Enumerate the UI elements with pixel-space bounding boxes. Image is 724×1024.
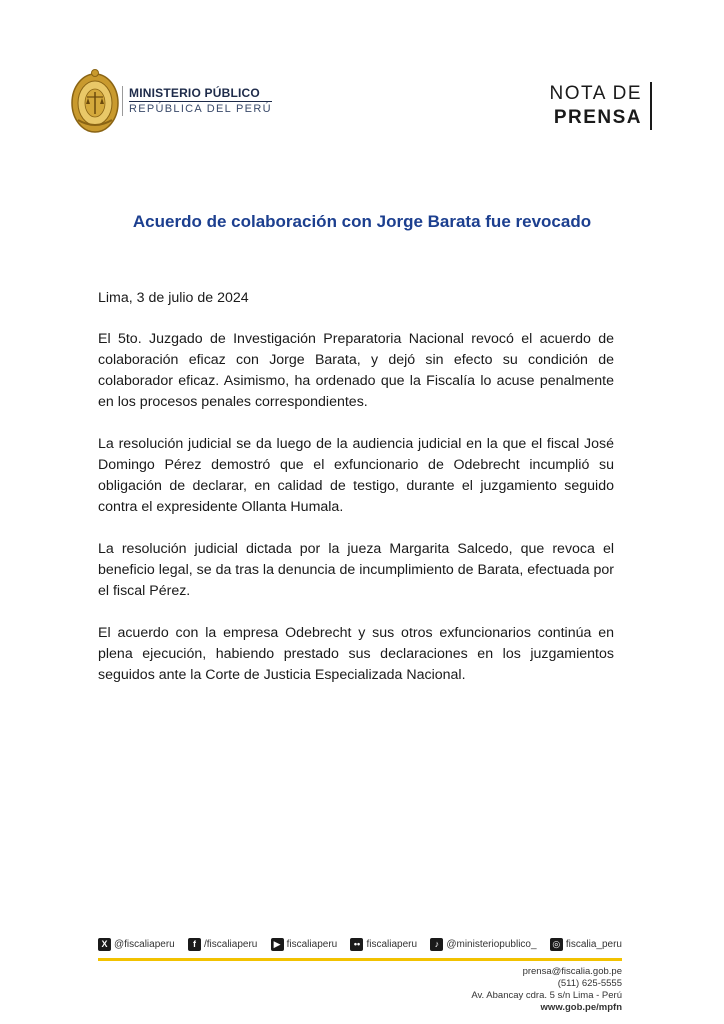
social-handle: fiscaliaperu	[286, 938, 338, 950]
social-link-youtube[interactable]	[271, 938, 338, 951]
social-link-instagram[interactable]	[550, 938, 622, 951]
document-type-line-1: NOTA DE	[549, 83, 642, 104]
paragraph: El 5to. Juzgado de Investigación Preparatoria Nacional revocó el acuerdo de colaboración eficaz con Jorge Barata, y dejó sin efecto su condición de colaborador eficaz. Asimismo, ha ordenado que la Fiscalía lo acuse penalmente en los procesos penales correspondientes.	[98, 331, 614, 410]
paragraph: La resolución judicial dictada por la jueza Margarita Salcedo, que revoca el beneficio legal, se da tras la denuncia de incumplimiento de Barata, efectuada por el fiscal Pérez.	[98, 541, 614, 599]
flickr-icon: ••	[350, 938, 363, 951]
org-name: MINISTERIO PÚBLICO	[129, 86, 260, 100]
contact-website[interactable]: www.gob.pe/mpfn	[540, 1002, 622, 1013]
document-type-line-2: PRENSA	[553, 107, 642, 128]
contact-email[interactable]: prensa@fiscalia.gob.pe	[522, 966, 622, 977]
social-link-x[interactable]	[98, 938, 175, 951]
contact-phone: (511) 625-5555	[557, 978, 622, 989]
social-handle: /fiscaliaperu	[204, 938, 258, 950]
ministerio-seal-icon	[70, 68, 120, 134]
paragraph: El acuerdo con la empresa Odebrecht y sus otros exfuncionarios continúa en plena ejecución, habiendo prestado sus declaraciones en los juzgamientos seguidos ante la Corte de Justicia Especializada Nacional.	[98, 625, 614, 683]
social-link-facebook[interactable]	[188, 938, 257, 951]
header	[0, 0, 724, 150]
social-handle: @fiscaliaperu	[114, 938, 175, 950]
contact-address: Av. Abancay cdra. 5 s/n Lima - Perú	[471, 990, 622, 1001]
document-type-label	[550, 82, 653, 130]
paragraph: La resolución judicial se da luego de la audiencia judicial en la que el fiscal José Domingo Pérez demostró que el exfuncionario de Odebrecht incumplió su obligación de declarar, en calidad de testigo, durante el juzgamiento seguido contra el expresidente Ollanta Humala.	[98, 436, 614, 515]
instagram-icon: ◎	[550, 938, 563, 951]
facebook-icon: f	[188, 938, 201, 951]
dateline: Lima, 3 de julio de 2024	[98, 290, 249, 306]
social-handle: fiscalia_peru	[565, 938, 622, 950]
social-link-flickr[interactable]	[350, 938, 417, 951]
social-links	[98, 934, 622, 954]
footer	[98, 934, 622, 1014]
contact-block	[98, 966, 622, 1014]
brand-block	[122, 86, 272, 116]
youtube-icon: ▶	[271, 938, 284, 951]
org-subtitle: REPÚBLICA DEL PERÚ	[129, 103, 272, 115]
x-icon: X	[98, 938, 111, 951]
press-release-title: Acuerdo de colaboración con Jorge Barata fue revocado	[132, 212, 592, 231]
social-handle: fiscaliaperu	[366, 938, 418, 950]
tiktok-icon: ♪	[430, 938, 443, 951]
social-handle: @ministeriopublico_	[446, 938, 537, 950]
social-link-tiktok[interactable]	[430, 938, 536, 951]
press-release-body	[98, 288, 614, 707]
footer-divider	[98, 958, 622, 961]
